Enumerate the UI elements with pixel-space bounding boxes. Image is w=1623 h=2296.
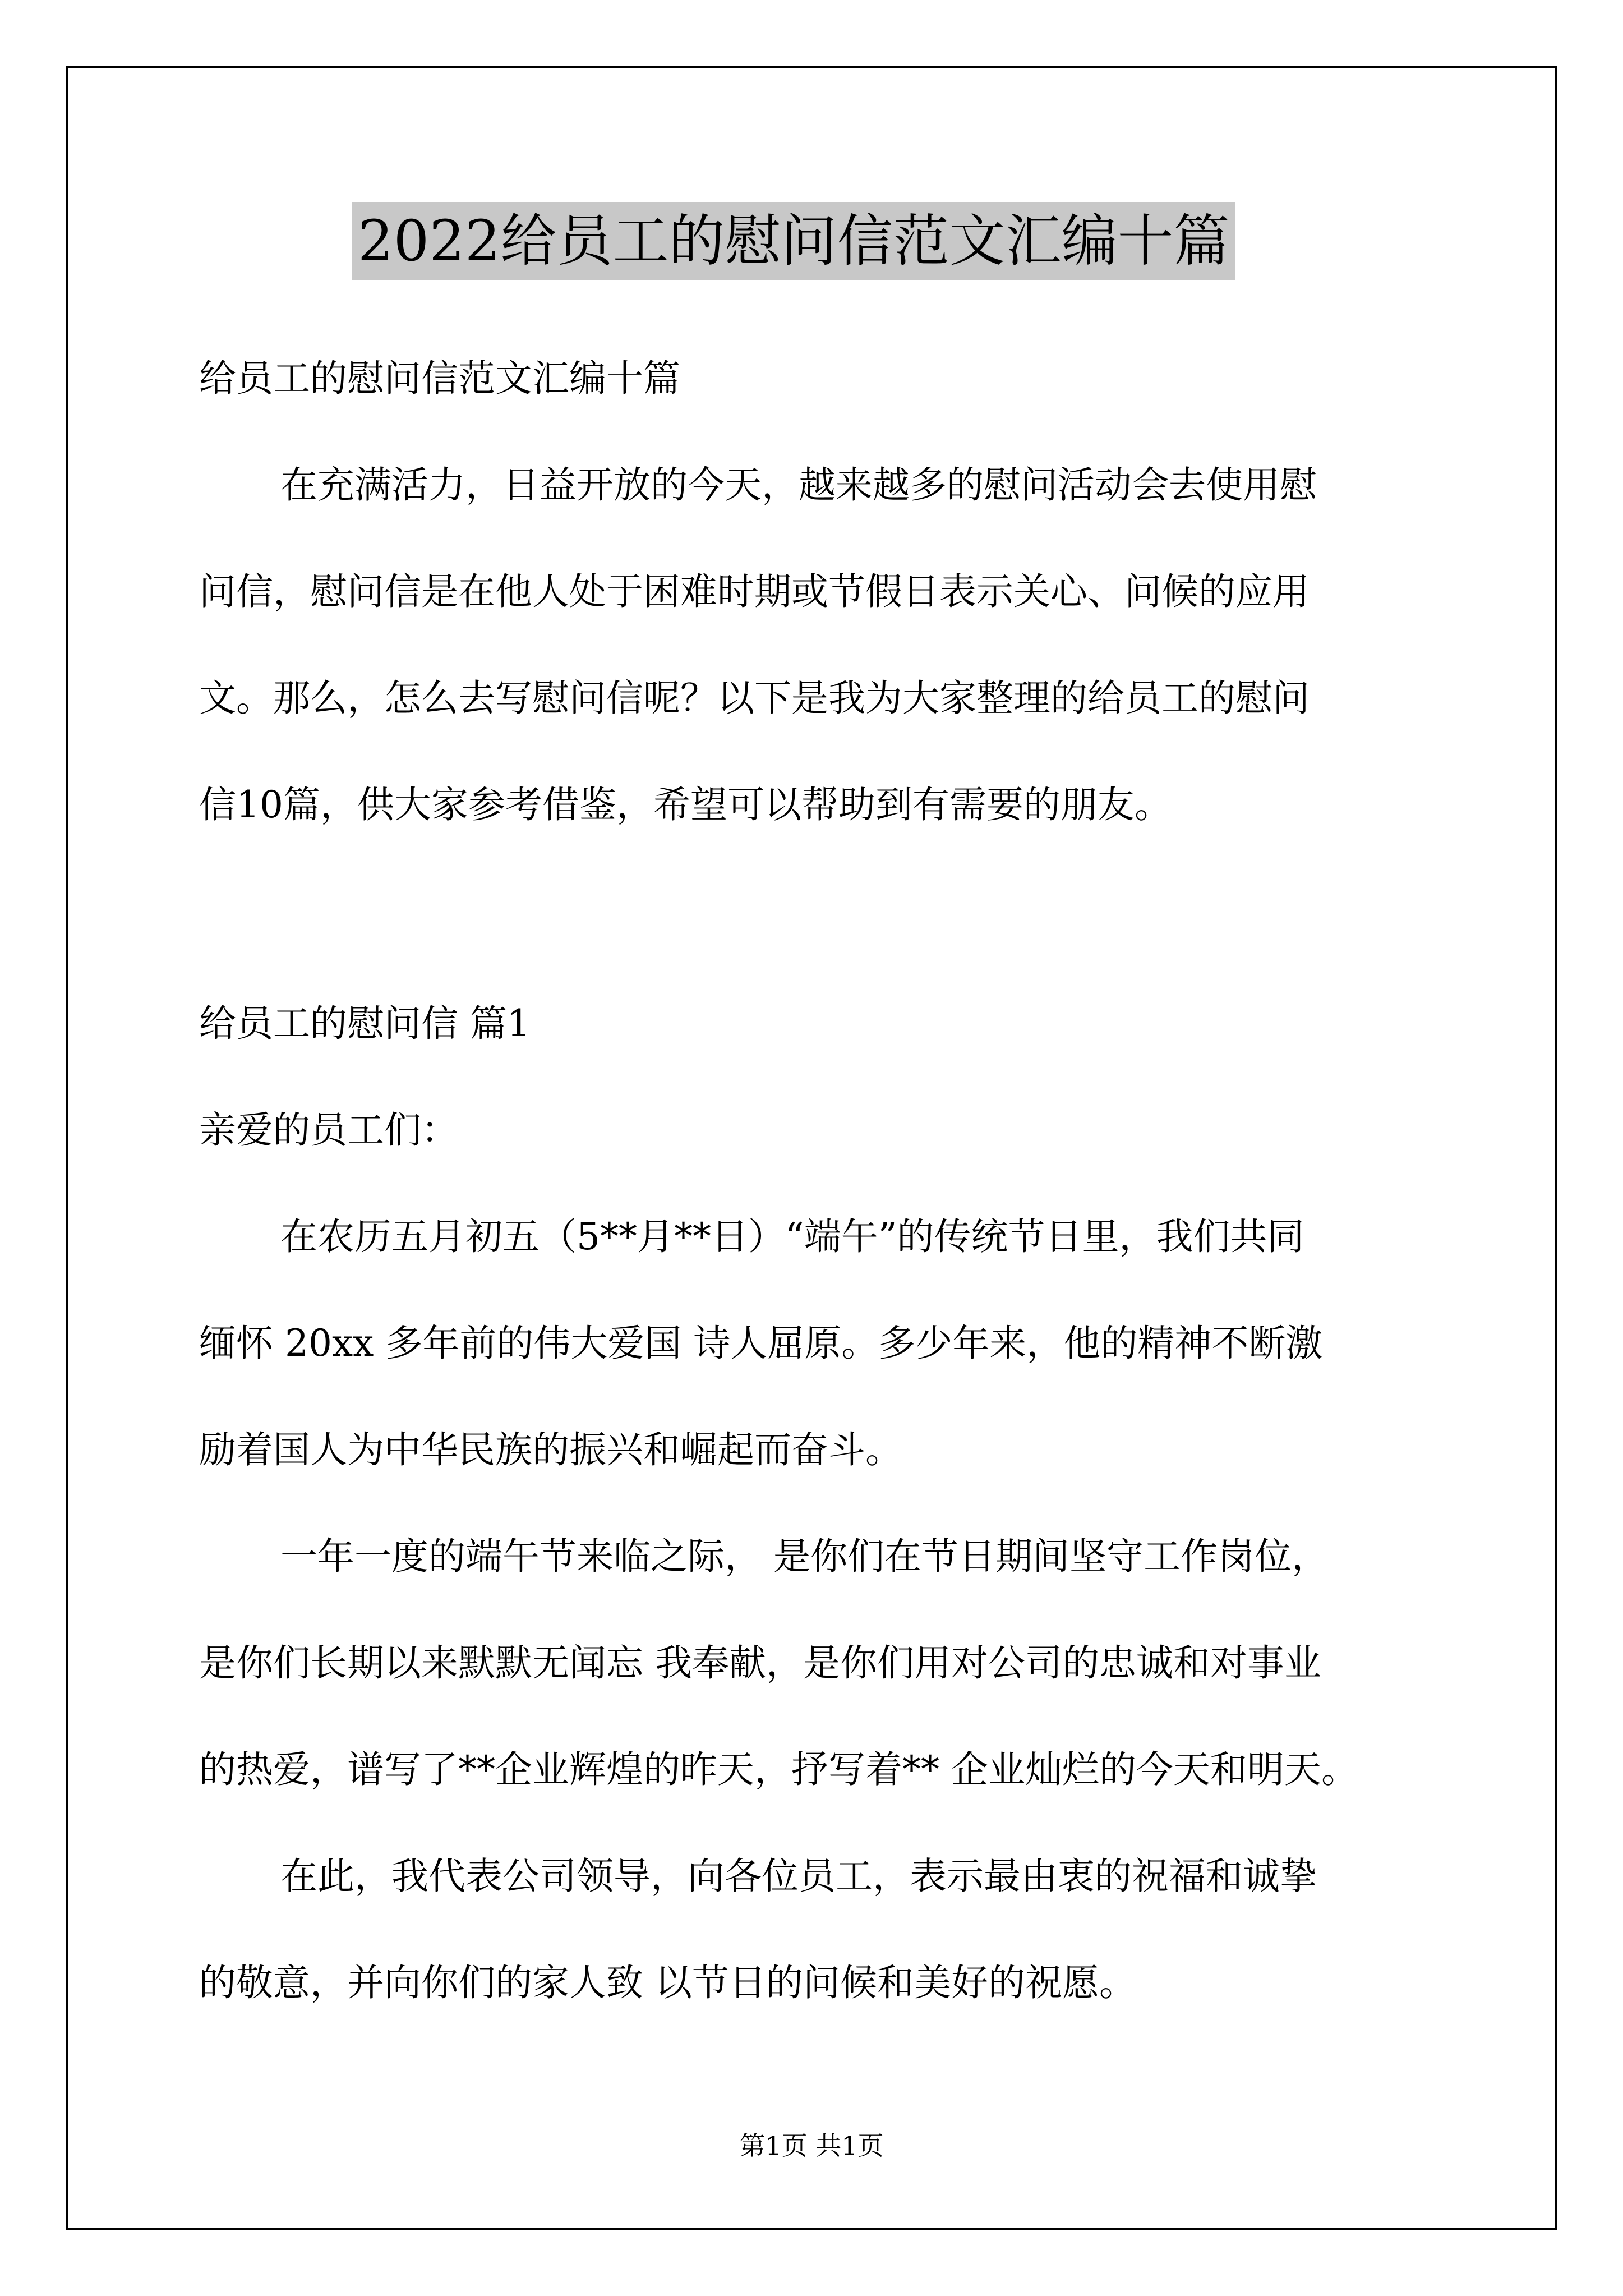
paragraph3-line-2: 的敬意，并向你们的家人致 以节日的问候和美好的祝愿。 <box>199 1961 1136 2004</box>
paragraph1-line-1: 在农历五月初五（5**月**日）“端午”的传统节日里，我们共同 <box>280 1215 1304 1258</box>
document-subtitle: 给员工的慰问信范文汇编十篇 <box>199 357 680 400</box>
salutation: 亲爱的员工们： <box>199 1108 458 1152</box>
paragraph1-line-3: 励着国人为中华民族的振兴和崛起而奋斗。 <box>199 1428 902 1471</box>
paragraph2-line-3: 的热爱，谱写了**企业辉煌的昨天，抒写着** 企业灿烂的今天和明天。 <box>199 1748 1358 1791</box>
intro-line-2: 问信，慰问信是在他人处于困难时期或节假日表示关心、问候的应用 <box>199 570 1310 613</box>
paragraph2-line-2: 是你们长期以来默默无闻忘 我奉献，是你们用对公司的忠诚和对事业 <box>199 1641 1321 1685</box>
page-footer: 第1页 共1页 <box>739 2131 884 2161</box>
paragraph3-line-1: 在此，我代表公司领导，向各位员工，表示最由衷的祝福和诚挚 <box>280 1855 1317 1898</box>
intro-line-1: 在充满活力，日益开放的今天，越来越多的慰问活动会去使用慰 <box>280 463 1317 507</box>
paragraph1-line-2: 缅怀 20xx 多年前的伟大爱国 诗人屈原。多少年来，他的精神不断激 <box>199 1322 1323 1365</box>
intro-line-3: 文。那么，怎么去写慰问信呢？以下是我为大家整理的给员工的慰问 <box>199 677 1310 720</box>
section-heading: 给员工的慰问信 篇1 <box>199 1002 531 1045</box>
intro-line-4: 信10篇，供大家参考借鉴，希望可以帮助到有需要的朋友。 <box>199 783 1172 826</box>
document-title: 2022给员工的慰问信范文汇编十篇 <box>352 202 1235 280</box>
paragraph2-line-1: 一年一度的端午节来临之际， 是你们在节日期间坚守工作岗位， <box>280 1535 1329 1578</box>
